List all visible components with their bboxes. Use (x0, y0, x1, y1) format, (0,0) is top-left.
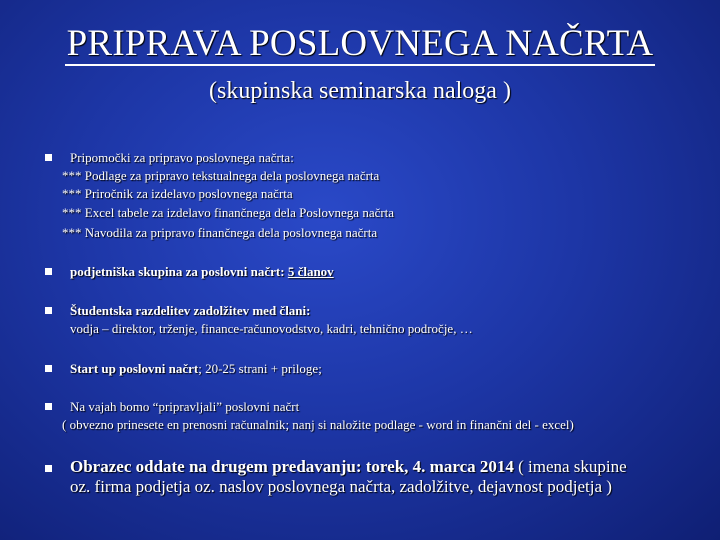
bullet-6-line1 (70, 457, 627, 477)
bullet-4-bold: Start up poslovni načrt (70, 361, 199, 376)
bullet-2-text (70, 264, 334, 280)
bullet-2-emphasis: 5 članov (287, 264, 334, 279)
bullet-3-detail: vodja – direktor, trženje, finance-računovodstvo, kadri, tehnično področje, … (70, 321, 473, 336)
bullet-1-item: *** Navodila za pripravo finančnega dela poslovnega načrta (62, 225, 378, 240)
bullet-5-line1: Na vajah bomo “pripravljali” poslovni načrt (70, 399, 300, 414)
slide-title-text: PRIPRAVA POSLOVNEGA NAČRTA (66, 23, 654, 64)
bullet-2-label: podjetniška skupina za poslovni načrt: (70, 264, 288, 279)
bullet-marker-icon (45, 465, 52, 472)
bullet-4-text (70, 361, 322, 377)
bullet-3-heading-text: Študentska razdelitev zadolžitev med člani: (70, 303, 311, 318)
bullet-4-rest: ; 20-25 strani + priloge; (198, 361, 322, 376)
bullet-6-bold: Obrazec oddate na drugem predavanju: torek, 4. marca 2014 (70, 457, 514, 476)
slide-title (0, 22, 720, 65)
bullet-marker-icon (45, 154, 52, 161)
bullet-3-heading (70, 303, 310, 319)
bullet-6-rest: ( imena skupine (513, 457, 627, 476)
bullet-marker-icon (45, 403, 52, 410)
bullet-6-line2: oz. firma podjetja oz. naslov poslovnega načrta, zadolžitve, dejavnost podjetja ) (70, 477, 612, 496)
slide-subtitle: (skupinska seminarska naloga ) (209, 78, 511, 104)
bullet-1-item: *** Priročnik za izdelavo poslovnega načrta (62, 186, 293, 201)
bullet-5-line2: ( obvezno prinesete en prenosni računalnik; nanj si naložite podlage - word in finančni del - excel) (62, 417, 574, 432)
bullet-marker-icon (45, 307, 52, 314)
bullet-1-heading: Pripomočki za pripravo poslovnega načrta: (70, 150, 294, 165)
bullet-1-item: *** Podlage za pripravo tekstualnega dela poslovnega načrta (62, 168, 380, 183)
bullet-1-item: *** Excel tabele za izdelavo finančnega dela Poslovnega načrta (62, 205, 395, 220)
bullet-marker-icon (45, 365, 52, 372)
bullet-marker-icon (45, 268, 52, 275)
